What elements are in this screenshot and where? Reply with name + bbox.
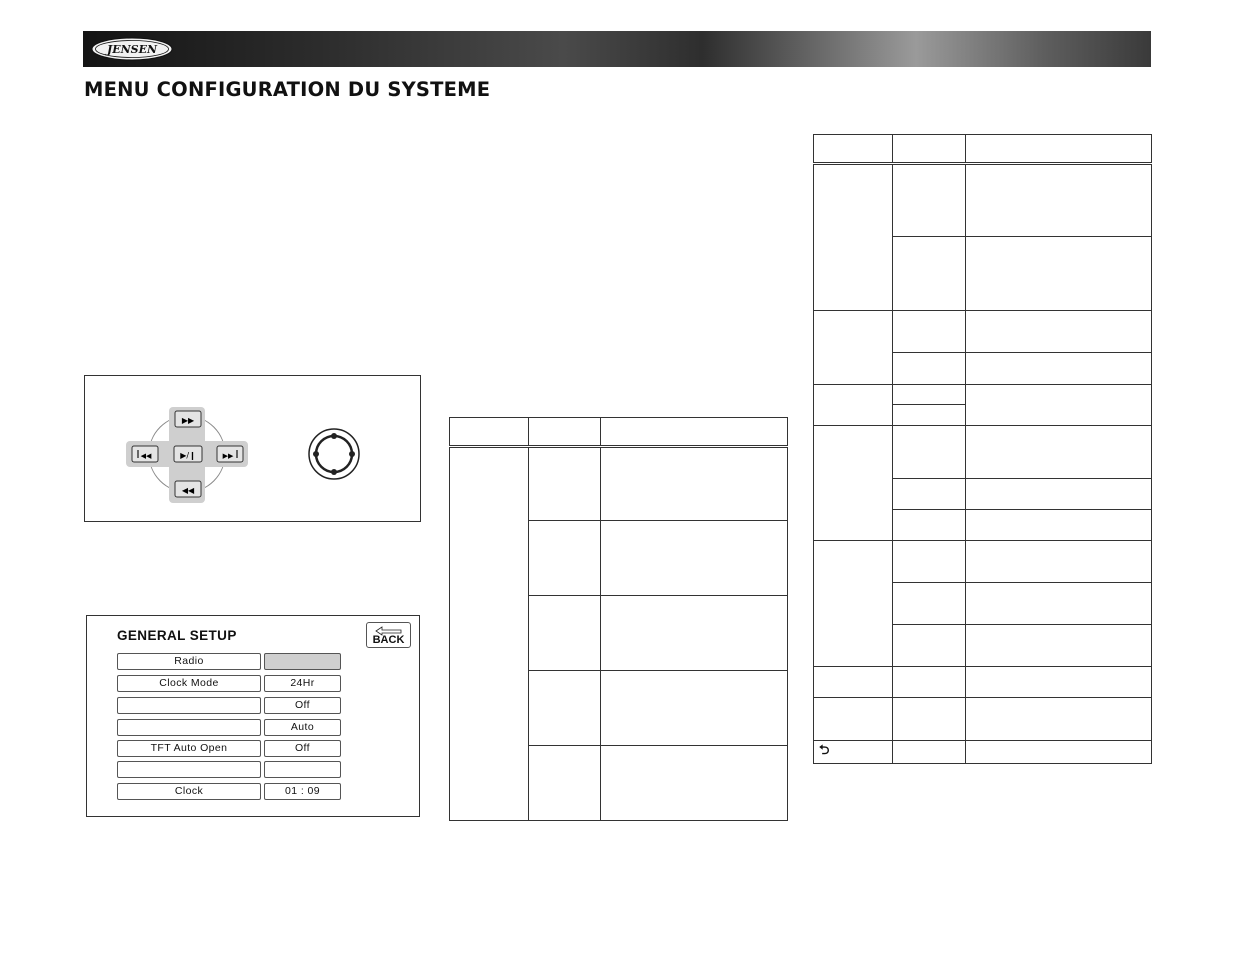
table-cell	[601, 671, 788, 746]
table-cell	[893, 583, 966, 625]
table-cell	[814, 426, 893, 541]
table-cell	[966, 353, 1152, 385]
table-header-cell	[893, 135, 966, 164]
setup-label[interactable]: Radio	[117, 653, 261, 670]
table-cell	[601, 596, 788, 671]
rewind-button[interactable]	[175, 481, 201, 497]
table-cell	[966, 667, 1152, 698]
table-cell	[814, 385, 893, 426]
table-cell	[814, 698, 893, 741]
brand-text: JENSEN	[106, 43, 158, 56]
table-row	[814, 741, 1152, 764]
table-cell	[893, 625, 966, 667]
table-cell	[966, 237, 1152, 311]
general-setup-panel	[86, 615, 420, 817]
table-cell	[966, 698, 1152, 741]
table-cell	[529, 746, 601, 821]
table-header-cell	[529, 418, 601, 447]
table-row	[814, 385, 1152, 405]
table-cell	[814, 164, 893, 311]
previous-button[interactable]	[132, 446, 158, 462]
setup-label[interactable]	[117, 697, 261, 714]
return-arrow-icon: ⮌	[819, 743, 830, 758]
header-bar	[83, 31, 1151, 67]
table-cell	[966, 741, 1152, 764]
back-button[interactable]	[366, 622, 411, 648]
table-cell	[893, 698, 966, 741]
table-header-cell	[966, 135, 1152, 164]
middle-settings-table	[449, 417, 788, 821]
table-row	[814, 311, 1152, 353]
table-cell	[966, 510, 1152, 541]
rewind-icon: ◀◀	[181, 486, 195, 495]
fast-forward-button[interactable]	[175, 411, 201, 427]
table-cell	[814, 667, 893, 698]
jensen-logo	[91, 37, 173, 61]
table-cell	[529, 596, 601, 671]
table-cell	[601, 746, 788, 821]
back-label: BACK	[372, 634, 405, 646]
table-cell	[529, 671, 601, 746]
setup-value[interactable]	[264, 761, 341, 778]
setup-value[interactable]: 01 : 09	[264, 783, 341, 800]
table-cell	[529, 521, 601, 596]
table-cell	[601, 521, 788, 596]
table-cell	[966, 426, 1152, 479]
setup-value[interactable]: Off	[264, 697, 341, 714]
skip-next-icon: ▶▶	[222, 452, 234, 460]
table-cell	[814, 741, 893, 764]
fast-forward-icon: ▶▶	[181, 416, 195, 425]
table-cell	[893, 237, 966, 311]
table-row	[814, 426, 1152, 479]
setup-label[interactable]	[117, 761, 261, 778]
table-cell	[893, 426, 966, 479]
table-header-row	[814, 135, 1152, 164]
table-cell	[893, 541, 966, 583]
table-cell	[966, 164, 1152, 237]
table-row	[450, 447, 788, 521]
table-cell	[966, 311, 1152, 353]
table-cell	[601, 447, 788, 521]
table-cell	[893, 385, 966, 405]
table-cell	[966, 541, 1152, 583]
skip-previous-icon: ◀◀	[140, 452, 152, 460]
table-cell	[966, 625, 1152, 667]
table-cell	[893, 667, 966, 698]
setup-label[interactable]: Clock Mode	[117, 675, 261, 692]
table-cell	[893, 311, 966, 353]
rotary-knob-icon[interactable]	[309, 429, 359, 479]
table-row	[814, 698, 1152, 741]
setup-value[interactable]: Auto	[264, 719, 341, 736]
general-setup-title: GENERAL SETUP	[117, 628, 237, 643]
table-row	[814, 541, 1152, 583]
table-cell	[529, 447, 601, 521]
setup-value[interactable]	[264, 653, 341, 670]
table-cell	[814, 541, 893, 667]
table-row	[814, 667, 1152, 698]
table-cell	[450, 447, 529, 821]
right-settings-table	[813, 134, 1152, 764]
setup-label[interactable]: TFT Auto Open	[117, 740, 261, 757]
table-row	[814, 164, 1152, 237]
table-cell	[893, 405, 966, 426]
remote-diagram	[84, 375, 421, 522]
table-cell	[893, 164, 966, 237]
page-title: MENU CONFIGURATION DU SYSTEME	[84, 78, 491, 101]
table-header-cell	[450, 418, 529, 447]
table-header-row	[450, 418, 788, 447]
setup-value[interactable]: 24Hr	[264, 675, 341, 692]
play-pause-icon: ▶/❙	[180, 451, 196, 460]
setup-value[interactable]: Off	[264, 740, 341, 757]
setup-label[interactable]: Clock	[117, 783, 261, 800]
table-cell	[893, 479, 966, 510]
next-button[interactable]	[217, 446, 243, 462]
table-cell	[814, 311, 893, 385]
table-header-cell	[814, 135, 893, 164]
table-header-cell	[601, 418, 788, 447]
setup-label[interactable]	[117, 719, 261, 736]
table-cell	[893, 353, 966, 385]
table-cell	[966, 583, 1152, 625]
table-cell	[966, 385, 1152, 426]
play-pause-button[interactable]	[174, 446, 202, 462]
table-cell	[893, 510, 966, 541]
table-cell	[966, 479, 1152, 510]
table-cell	[893, 741, 966, 764]
